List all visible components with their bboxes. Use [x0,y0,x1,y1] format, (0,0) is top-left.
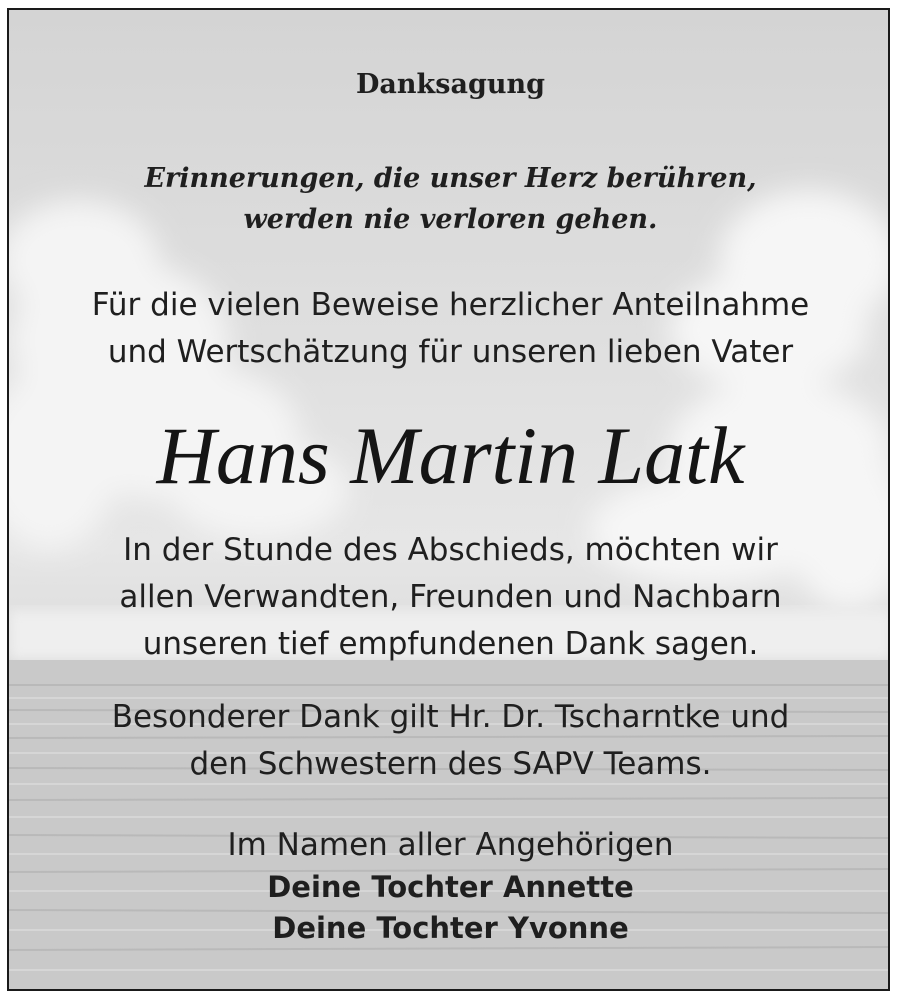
deceased-name: Hans Martin Latk [156,410,745,501]
signoff-text: Im Namen aller Angehörigen [227,827,674,863]
special-thanks-line: den Schwestern des SAPV Teams. [189,746,712,782]
signatory-name: Deine Tochter Annette [267,870,634,904]
motto-line: werden nie verloren gehen. [243,204,658,235]
signatories [9,867,890,949]
notice-heading: Danksagung [356,69,545,100]
thanks-paragraph [9,527,890,668]
signatory-name: Deine Tochter Yvonne [272,911,629,945]
special-thanks-line: Besonderer Dank gilt Hr. Dr. Tscharntke und [111,699,790,735]
motto-line: Erinnerungen, die unser Herz berühren, [144,163,757,194]
intro-line: Für die vielen Beweise herzlicher Anteilnahme [91,287,810,323]
obituary-notice-card [7,8,890,991]
thanks-line: In der Stunde des Abschieds, möchten wir [123,532,778,568]
special-thanks-paragraph [9,694,890,788]
motto-quote [9,158,890,240]
intro-paragraph [9,282,890,376]
thanks-line: unseren tief empfundenen Dank sagen. [142,626,759,662]
thanks-line: allen Verwandten, Freunden und Nachbarn [119,579,782,615]
intro-line: und Wertschätzung für unseren lieben Vater [107,334,794,370]
